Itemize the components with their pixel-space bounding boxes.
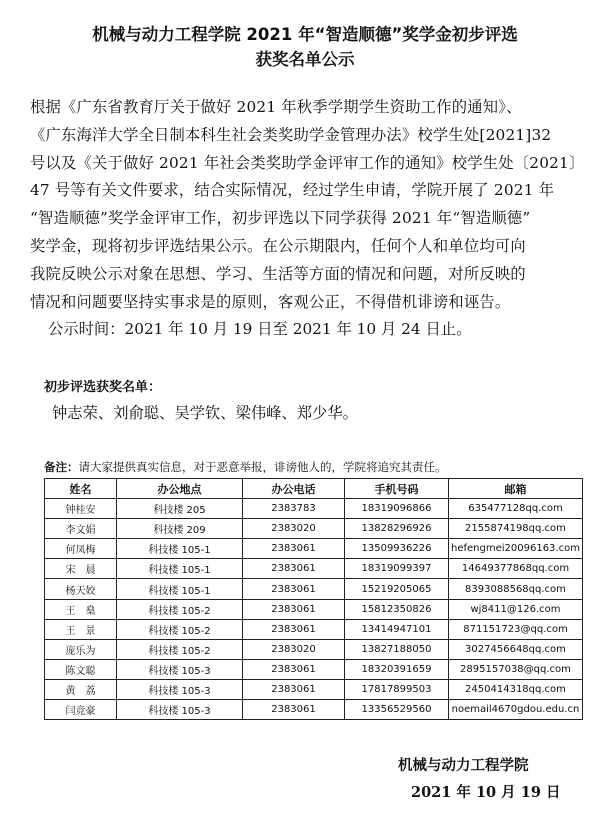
cell-office-phone: 2383061 xyxy=(243,599,345,619)
signature-date: 2021 年 10 月 19 日 xyxy=(411,784,561,801)
cell-office-phone: 2383783 xyxy=(243,499,345,519)
cell-mobile: 18320391659 xyxy=(345,659,449,679)
cell-email: 2895157038@qq.com xyxy=(449,659,583,679)
publicity-period: 公示时间：2021 年 10 月 19 日至 2021 年 10 月 24 日止。 xyxy=(48,320,472,338)
cell-office-phone: 2383061 xyxy=(243,659,345,679)
table-row xyxy=(45,599,583,619)
cell-mobile: 18319096866 xyxy=(345,499,449,519)
body-line: 奖学金，现将初步评选结果公示。在公示期限内，任何个人和单位均可向 xyxy=(30,236,526,255)
cell-mobile: 13509936226 xyxy=(345,539,449,559)
cell-office: 科技楼 205 xyxy=(117,499,243,519)
cell-mobile: 13827188050 xyxy=(345,639,449,659)
body-line: 情况和问题要坚持实事求是的原则，客观公正，不得借机诽谤和诬告。 xyxy=(30,292,511,311)
remark-label: 备注： xyxy=(44,460,79,474)
header-office-phone: 办公电话 xyxy=(243,479,345,499)
cell-email: 635477128qq.com xyxy=(449,499,583,519)
cell-email: 3027456648qq.com xyxy=(449,639,583,659)
cell-email: 14649377868qq.com xyxy=(449,559,583,579)
cell-name: 闫竞豪 xyxy=(45,700,117,720)
cell-office-phone: 2383061 xyxy=(243,539,345,559)
header-name: 姓名 xyxy=(45,479,117,499)
cell-mobile: 17817899503 xyxy=(345,679,449,699)
cell-office: 科技楼 105-1 xyxy=(117,559,243,579)
table-row xyxy=(45,579,583,599)
cell-mobile: 13356529560 xyxy=(345,700,449,720)
table-row xyxy=(45,679,583,699)
cell-name: 杨天姣 xyxy=(45,579,117,599)
cell-name: 李文娟 xyxy=(45,519,117,539)
cell-mobile: 13414947101 xyxy=(345,619,449,639)
cell-office: 科技楼 105-1 xyxy=(117,579,243,599)
cell-email: wj8411@126.com xyxy=(449,599,583,619)
cell-mobile: 15812350826 xyxy=(345,599,449,619)
remark-text: 请大家提供真实信息，对于恶意举报，诽谤他人的，学院将追究其责任。 xyxy=(78,460,447,474)
header-office: 办公地点 xyxy=(117,479,243,499)
cell-office-phone: 2383061 xyxy=(243,700,345,720)
body-line: 《广东海洋大学全日制本科生社会类奖助学金管理办法》校学生处[2021]32 xyxy=(30,125,552,144)
table-header-row xyxy=(45,479,583,499)
cell-office: 科技楼 105-2 xyxy=(117,639,243,659)
cell-office: 科技楼 105-3 xyxy=(117,659,243,679)
cell-office: 科技楼 105-3 xyxy=(117,700,243,720)
cell-email: noemail4670gdou.edu.cn xyxy=(449,700,583,720)
cell-office-phone: 2383061 xyxy=(243,679,345,699)
cell-email: 8393088568qq.com xyxy=(449,579,583,599)
cell-office-phone: 2383020 xyxy=(243,639,345,659)
cell-name: 钟桂安 xyxy=(45,499,117,519)
cell-email: 2450414318qq.com xyxy=(449,679,583,699)
signature-org: 机械与动力工程学院 xyxy=(398,757,529,774)
cell-office: 科技楼 105-2 xyxy=(117,619,243,639)
table-row xyxy=(45,639,583,659)
cell-email: 871151723@qq.com xyxy=(449,619,583,639)
cell-mobile: 18319099397 xyxy=(345,559,449,579)
table-row xyxy=(45,499,583,519)
table-row xyxy=(45,559,583,579)
cell-office-phone: 2383061 xyxy=(243,619,345,639)
cell-office: 科技楼 105-3 xyxy=(117,679,243,699)
body-line: 47 号等有关文件要求，结合实际情况，经过学生申请，学院开展了 2021 年 xyxy=(30,181,555,200)
cell-mobile: 13828296926 xyxy=(345,519,449,539)
remark xyxy=(44,459,447,475)
cell-office-phone: 2383061 xyxy=(243,559,345,579)
table-row xyxy=(45,519,583,539)
cell-office-phone: 2383020 xyxy=(243,519,345,539)
table-row xyxy=(45,700,583,720)
body-paragraph xyxy=(30,94,586,316)
table-row xyxy=(45,539,583,559)
cell-office: 科技楼 209 xyxy=(117,519,243,539)
cell-mobile: 15219205065 xyxy=(345,579,449,599)
cell-name: 陈文聪 xyxy=(45,659,117,679)
cell-name: 庞乐为 xyxy=(45,639,117,659)
award-names: 钟志荣、刘俞聪、吴学钦、梁伟峰、郑少华。 xyxy=(52,404,358,422)
contact-table xyxy=(44,478,583,720)
table-row xyxy=(45,659,583,679)
cell-office-phone: 2383061 xyxy=(243,579,345,599)
document-title: 机械与动力工程学院 2021 年“智造顺德”奖学金初步评选 xyxy=(92,25,518,44)
body-line: 我院反映公示对象在思想、学习、生活等方面的情况和问题，对所反映的 xyxy=(30,264,526,283)
header-email: 邮箱 xyxy=(449,479,583,499)
document-subtitle: 获奖名单公示 xyxy=(255,50,355,69)
cell-email: 2155874198qq.com xyxy=(449,519,583,539)
body-line: 号以及《关于做好 2021 年社会类奖助学金评审工作的通知》校学生处〔2021〕 xyxy=(30,153,585,172)
cell-email: hefengmei20096163.com xyxy=(449,539,583,559)
cell-name: 宋 晨 xyxy=(45,559,117,579)
table-row xyxy=(45,619,583,639)
award-list-heading: 初步评选获奖名单： xyxy=(44,380,162,395)
cell-name: 何凤梅 xyxy=(45,539,117,559)
header-mobile: 手机号码 xyxy=(345,479,449,499)
body-line: “智造顺德”奖学金评审工作，初步评选以下同学获得 2021 年“智造顺德” xyxy=(30,209,531,228)
cell-name: 黄 荔 xyxy=(45,679,117,699)
cell-office: 科技楼 105-1 xyxy=(117,539,243,559)
body-line: 根据《广东省教育厅关于做好 2021 年秋季学期学生资助工作的通知》、 xyxy=(30,98,522,116)
cell-name: 王 景 xyxy=(45,619,117,639)
cell-name: 王 燊 xyxy=(45,599,117,619)
cell-office: 科技楼 105-2 xyxy=(117,599,243,619)
